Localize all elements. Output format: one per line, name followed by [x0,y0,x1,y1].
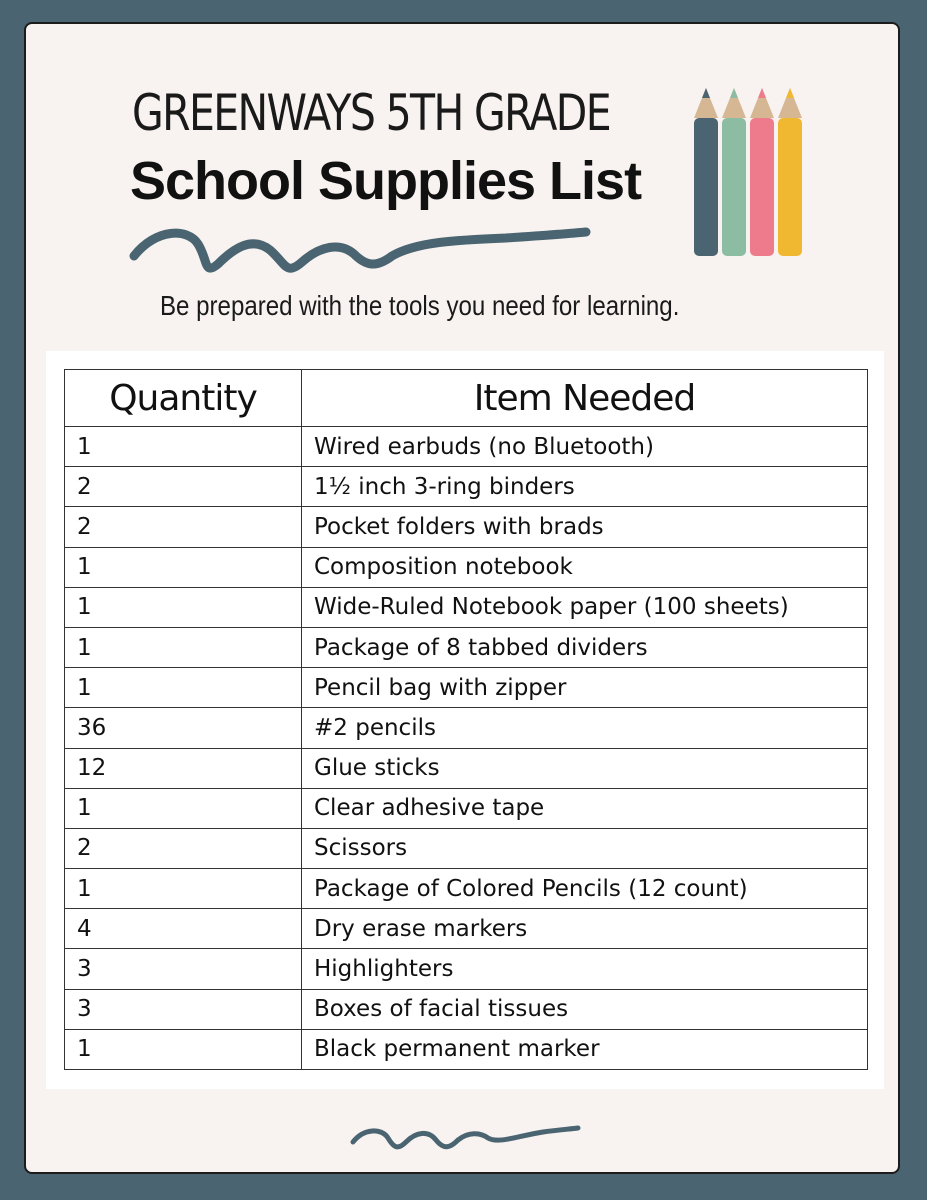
item-cell: Pocket folders with brads [302,507,868,547]
item-cell: Glue sticks [302,748,868,788]
table-row [65,627,868,667]
table-header-row [65,370,868,427]
table-row [65,427,868,467]
item-cell: Scissors [302,828,868,868]
quantity-cell: 12 [65,748,302,788]
item-cell: Composition notebook [302,547,868,587]
quantity-cell: 1 [65,587,302,627]
quantity-cell: 1 [65,1029,302,1069]
item-cell: #2 pencils [302,708,868,748]
item-cell: Wide-Ruled Notebook paper (100 sheets) [302,587,868,627]
quantity-cell: 3 [65,949,302,989]
quantity-cell: 4 [65,909,302,949]
table-row [65,547,868,587]
quantity-column-header: Quantity [65,370,302,427]
item-cell: Highlighters [302,949,868,989]
table-row [65,949,868,989]
quantity-cell: 1 [65,547,302,587]
school-grade-heading: GREENWAYS 5TH GRADE [132,84,610,142]
quantity-cell: 1 [65,788,302,828]
item-cell: Dry erase markers [302,909,868,949]
quantity-cell: 1 [65,869,302,909]
item-cell: Wired earbuds (no Bluetooth) [302,427,868,467]
item-cell: Pencil bag with zipper [302,668,868,708]
quantity-cell: 2 [65,467,302,507]
table-row [65,1029,868,1069]
item-cell: Package of Colored Pencils (12 count) [302,869,868,909]
table-row [65,909,868,949]
item-cell: Black permanent marker [302,1029,868,1069]
subtitle: Be prepared with the tools you need for learning. [160,290,680,321]
colored-pencils-icon [694,84,810,260]
item-cell: Boxes of facial tissues [302,989,868,1029]
table-row [65,587,868,627]
supplies-flyer [24,22,900,1174]
supplies-table [64,369,868,1070]
supplies-table-panel [46,351,884,1089]
table-row [65,989,868,1029]
table-row [65,748,868,788]
squiggle-decoration-bottom [348,1122,584,1156]
page-title: School Supplies List [130,151,642,211]
table-row [65,708,868,748]
item-cell: Clear adhesive tape [302,788,868,828]
table-row [65,788,868,828]
quantity-cell: 3 [65,989,302,1029]
table-row [65,467,868,507]
squiggle-decoration-top [126,224,596,284]
item-cell: Package of 8 tabbed dividers [302,627,868,667]
item-column-header: Item Needed [302,370,868,427]
quantity-cell: 2 [65,507,302,547]
table-row [65,828,868,868]
quantity-cell: 1 [65,627,302,667]
quantity-cell: 36 [65,708,302,748]
table-row [65,507,868,547]
table-row [65,869,868,909]
item-cell: 1½ inch 3-ring binders [302,467,868,507]
table-row [65,668,868,708]
quantity-cell: 2 [65,828,302,868]
quantity-cell: 1 [65,427,302,467]
quantity-cell: 1 [65,668,302,708]
